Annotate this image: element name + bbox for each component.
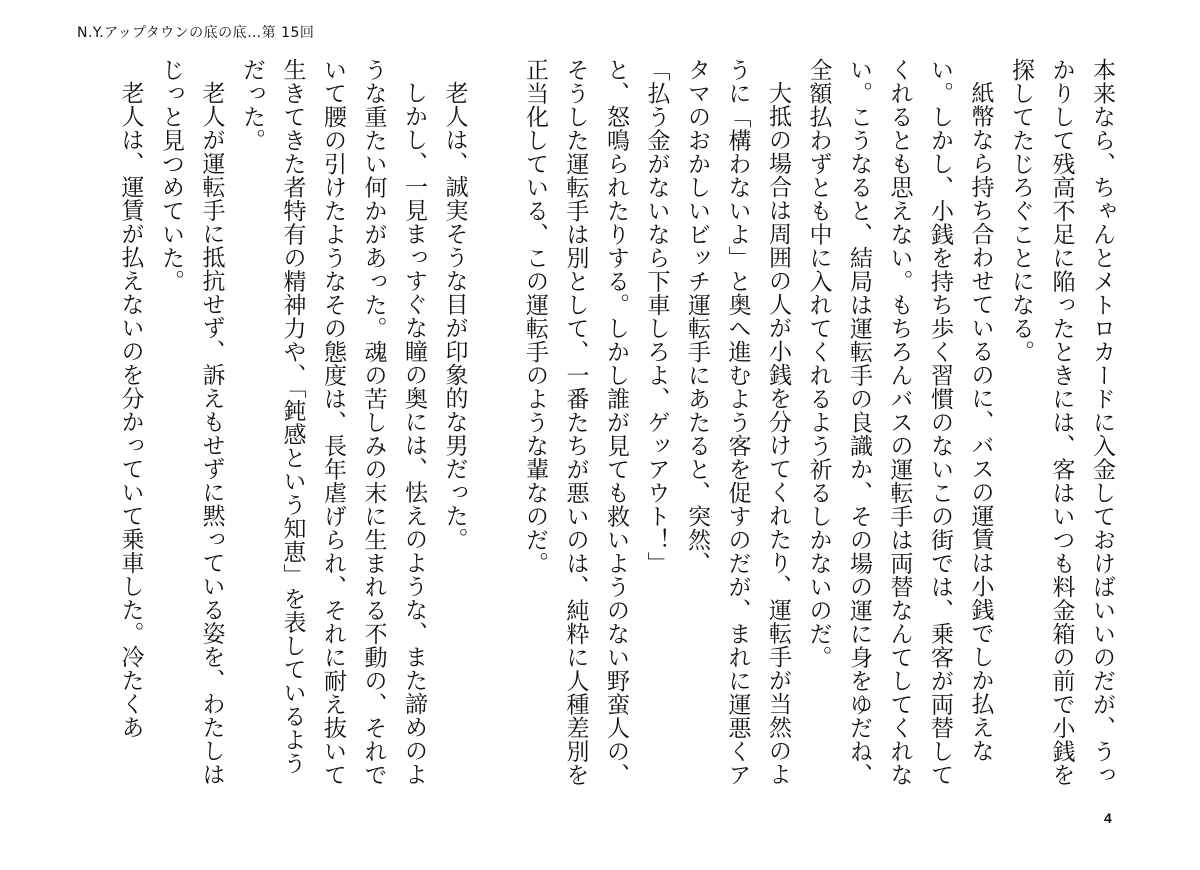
paragraph-3: 大抵の場合は周囲の人が小銭を分けてくれたり、運転手が当然のように「構わないよ」と奥へ進むよう客を促すのだが、まれに運悪くアタマのおかしいビッチ運転手にあたると、突然、 <box>684 58 791 787</box>
paragraph-7: しかし、一見まっすぐな瞳の奥には、怯えのような、また諦めのような重たい何かがあった。魂の苦しみの末に生まれる不動の、それでいて腰の引けたようなその態度は、長年虐げられ、それに耐え抜いて生きてきた者特有の精神力や、「鈍感という知恵」を表しているようだった。 <box>239 58 427 787</box>
paragraph-5: と、怒鳴られたりする。しかし誰が見ても救いようのない野蛮人の、そうした運転手は別として、一番たちが悪いのは、純粋に人種差別を正当化している、この運転手のような輩なのだ。 <box>522 58 629 787</box>
vertical-body-text <box>110 58 1122 798</box>
page-number: 4 <box>1104 810 1112 826</box>
paragraph-9: 老人は、運賃が払えないのを分かっていて乗車した。冷たくあ <box>117 81 144 739</box>
running-header-title: N.Y.アップタウンの底の底…第 15回 <box>77 25 315 41</box>
paragraph-8: 老人が運転手に抵抗せず、訴えもせずに黙っている姿を、わたしはじっと見つめていた。 <box>158 58 225 786</box>
paragraph-2: 紙幣なら持ち合わせているのに、バスの運賃は小銭でしか払えない。しかし、小銭を持ち歩く習慣のないこの街では、乗客が両替してくれるとも思えない。もちろんバスの運転手は両替なんてしてくれない。こうなると、結局は運転手の良識か、その場の運に身をゆだね、全額払わずとも中に入れてくれるよう祈るしかないのだ。 <box>805 58 994 787</box>
paragraph-1: 本来なら、ちゃんとメトロカードに入金しておけばいいのだが、うっかりして残高不足に陥ったときには、客はいつも料金箱の前で小銭を探してたじろぐことになる。 <box>1008 58 1115 787</box>
paragraph-6: 老人は、誠実そうな目が印象的な男だった。 <box>441 81 468 551</box>
paragraph-4-quote: 「払う金がないなら下車しろよ、ゲッアウト！」 <box>643 58 670 575</box>
